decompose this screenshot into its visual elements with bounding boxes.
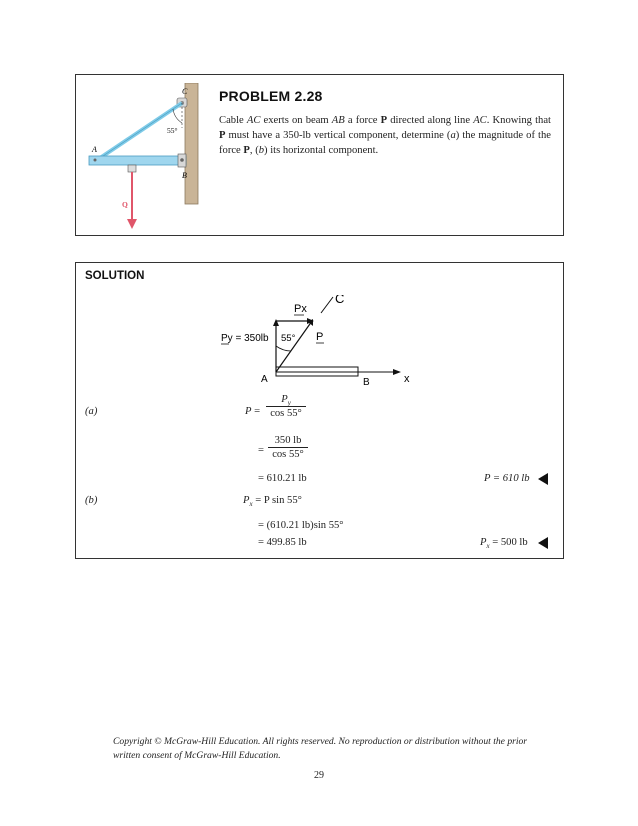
force-p-vector bbox=[276, 321, 312, 372]
x-axis-arrowhead bbox=[393, 369, 401, 375]
label-angle: 55° bbox=[167, 126, 178, 135]
part-a-eq2-equals: = bbox=[258, 445, 264, 456]
problem-box bbox=[75, 74, 564, 236]
part-a-eq1-lhs: P = bbox=[245, 406, 261, 417]
part-b-answer: $P_x = 500$ lb bbox=[480, 537, 528, 550]
angle-arc-solution bbox=[276, 346, 291, 351]
answer-marker-b bbox=[538, 537, 548, 549]
beam-ab bbox=[89, 156, 186, 165]
part-a-answer: P = 610 lb bbox=[484, 473, 530, 484]
label-a: A bbox=[92, 145, 97, 154]
part-a-label: (a) bbox=[85, 406, 98, 417]
label-a-solution: A bbox=[261, 374, 268, 385]
py-arrowhead bbox=[273, 319, 279, 326]
page-number: 29 bbox=[314, 770, 324, 781]
pin-a bbox=[94, 159, 97, 162]
part-b-eq3: = 499.85 lb bbox=[258, 537, 307, 548]
answer-marker-a bbox=[538, 473, 548, 485]
part-a-eq1-fraction: $P_y$ cos 55° bbox=[266, 394, 306, 419]
problem-statement: Cable AC exerts on beam AB a force P directed along line AC. Knowing that P must have a 350-lb vertical component, determine (a) the magnitude of the force P, (b) its horizontal component. bbox=[219, 115, 551, 156]
label-angle-55: 55° bbox=[281, 333, 296, 344]
solution-box bbox=[75, 262, 564, 559]
force-q-arrowhead bbox=[127, 219, 137, 229]
problem-title: PROBLEM 2.28 bbox=[219, 88, 323, 104]
label-q: Q bbox=[122, 200, 128, 209]
hanger bbox=[128, 165, 136, 172]
label-c: C bbox=[182, 87, 188, 96]
part-b-eq2: = (610.21 lb)sin 55° bbox=[258, 520, 344, 531]
part-b-eq1: $P_x = P$ sin 55° bbox=[243, 495, 302, 508]
label-py: Py = 350lb bbox=[221, 333, 269, 344]
part-a-eq3: = 610.21 lb bbox=[258, 473, 307, 484]
label-b: B bbox=[182, 171, 187, 180]
problem-figure bbox=[81, 83, 206, 233]
label-b-solution: B bbox=[363, 377, 370, 385]
pin-b bbox=[180, 158, 184, 162]
label-p: P bbox=[316, 331, 324, 343]
solution-title: SOLUTION bbox=[85, 270, 145, 282]
label-c-solution: C bbox=[335, 295, 345, 306]
part-a-eq2-fraction: 350 lb cos 55° bbox=[268, 435, 308, 460]
line-to-c bbox=[321, 297, 333, 313]
part-b-label: (b) bbox=[85, 495, 98, 506]
label-x-solution: x bbox=[404, 373, 410, 385]
label-px: Px bbox=[294, 303, 307, 315]
solution-diagram bbox=[221, 295, 431, 385]
angle-arc bbox=[173, 109, 182, 123]
copyright-notice: Copyright © McGraw-Hill Education. All rights reserved. No reproduction or distribution without the prior written consent of McGraw-Hill Education. bbox=[113, 736, 528, 761]
